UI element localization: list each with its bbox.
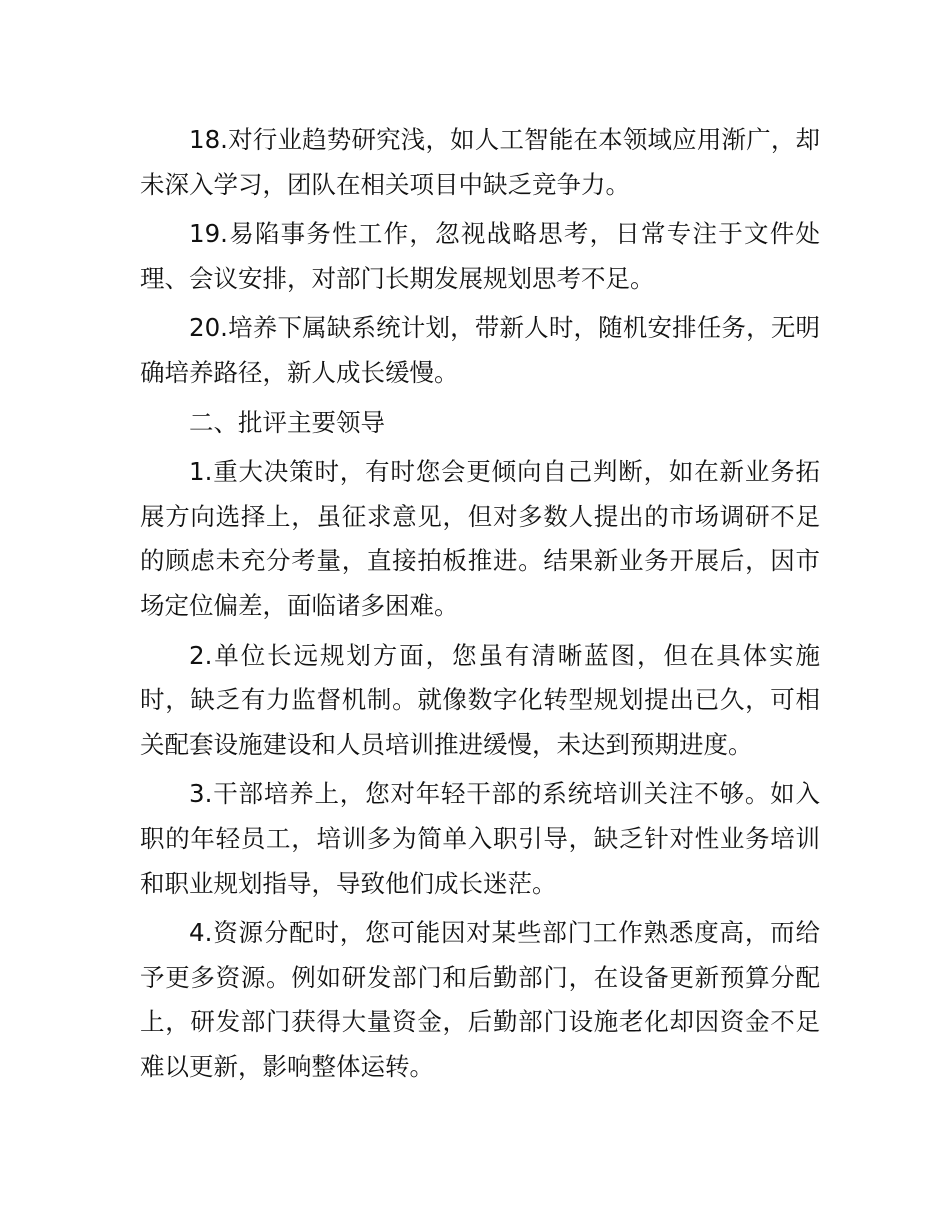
paragraph-item-18: 18.对行业趋势研究浅，如人工智能在本领域应用渐广，却未深入学习，团队在相关项目中缺乏竞争力。 — [140, 125, 820, 199]
paragraph-item-4: 4.资源分配时，您可能因对某些部门工作熟悉度高，而给予更多资源。例如研发部门和后勤部门，在设备更新预算分配上，研发部门获得大量资金，后勤部门设施老化却因资金不足难以更新，影响整体运转。 — [140, 918, 820, 1081]
paragraph-item-3: 3.干部培养上，您对年轻干部的系统培训关注不够。如入职的年轻员工，培训多为简单入职引导，缺乏针对性业务培训和职业规划指导，导致他们成长迷茫。 — [140, 779, 820, 898]
document-page — [140, 118, 820, 1094]
paragraph-item-1: 1.重大决策时，有时您会更倾向自己判断，如在新业务拓展方向选择上，虽征求意见，但对多数人提出的市场调研不足的顾虑未充分考量，直接拍板推进。结果新业务开展后，因市场定位偏差，面临诸多困难。 — [140, 457, 820, 620]
paragraph-item-20: 20.培养下属缺系统计划，带新人时，随机安排任务，无明确培养路径，新人成长缓慢。 — [140, 313, 820, 387]
paragraph-item-19: 19.易陷事务性工作，忽视战略思考，日常专注于文件处理、会议安排，对部门长期发展规划思考不足。 — [140, 219, 820, 293]
paragraph-item-2: 2.单位长远规划方面，您虽有清晰蓝图，但在具体实施时，缺乏有力监督机制。就像数字化转型规划提出已久，可相关配套设施建设和人员培训推进缓慢，未达到预期进度。 — [140, 640, 820, 759]
section-heading: 二、批评主要领导 — [189, 407, 385, 437]
